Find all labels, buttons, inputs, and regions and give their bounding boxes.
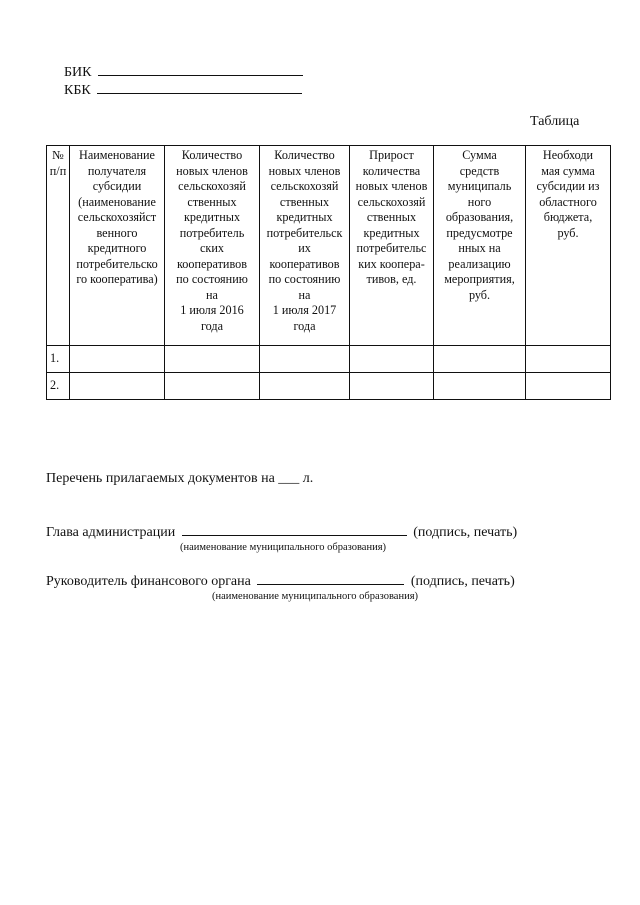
kbk-field	[64, 81, 302, 99]
col-members-2017: Количество новых членов сельскохозяй ственных кредитных потребительск их кооперативов по состоянию на 1 июля 2017 года	[260, 146, 350, 346]
fin-caption: (наименование муниципального образования)	[212, 591, 419, 602]
table-row	[47, 373, 611, 400]
table-cell[interactable]	[526, 373, 611, 400]
bik-label: БИК	[64, 65, 92, 80]
table-header-row	[47, 146, 611, 346]
kbk-label: КБК	[64, 83, 91, 98]
fin-sign-note: (подпись, печать)	[410, 574, 515, 589]
head-label: Глава администрации	[46, 525, 176, 540]
table-cell[interactable]	[434, 373, 526, 400]
row-number: 1.	[47, 346, 70, 373]
table-cell[interactable]	[165, 373, 260, 400]
table-cell[interactable]	[70, 346, 165, 373]
table-cell[interactable]	[350, 346, 434, 373]
col-municipal-funds: Сумма средств муниципаль ного образования, предусмотре нных на реализацию мероприятия, руб.	[434, 146, 526, 346]
table-row	[47, 346, 611, 373]
fin-signature-line	[46, 572, 515, 590]
col-recipient-name: Наименование получателя субсидии (наименование сельскохозяйст венного кредитного потребительско го кооператива)	[70, 146, 165, 346]
documents-line: Перечень прилагаемых документов на ___ л.	[46, 471, 314, 486]
table-cell[interactable]	[165, 346, 260, 373]
kbk-blank[interactable]	[97, 81, 302, 94]
col-required-subsidy: Необходи мая сумма субсидии из областного бюджета, руб.	[526, 146, 611, 346]
subsidy-table	[46, 145, 611, 400]
table-cell[interactable]	[434, 346, 526, 373]
table-cell[interactable]	[526, 346, 611, 373]
table-caption: Таблица	[530, 114, 580, 129]
col-growth: Прирост количества новых членов сельскохозяй ственных кредитных потребительс ких коопера- тивов, ед.	[350, 146, 434, 346]
head-blank[interactable]	[182, 523, 407, 536]
head-sign-note: (подпись, печать)	[413, 525, 518, 540]
table-cell[interactable]	[260, 373, 350, 400]
fin-label: Руководитель финансового органа	[46, 574, 251, 589]
col-members-2016: Количество новых членов сельскохозяй ственных кредитных потребитель ских кооперативов по состоянию на 1 июля 2016 года	[165, 146, 260, 346]
row-number: 2.	[47, 373, 70, 400]
head-caption: (наименование муниципального образования)	[180, 542, 387, 553]
fin-blank[interactable]	[257, 572, 404, 585]
head-signature-line	[46, 523, 517, 541]
table-cell[interactable]	[70, 373, 165, 400]
bik-field	[64, 63, 303, 81]
table-cell[interactable]	[350, 373, 434, 400]
bik-blank[interactable]	[98, 63, 303, 76]
col-number: № п/п	[47, 146, 70, 346]
table-cell[interactable]	[260, 346, 350, 373]
